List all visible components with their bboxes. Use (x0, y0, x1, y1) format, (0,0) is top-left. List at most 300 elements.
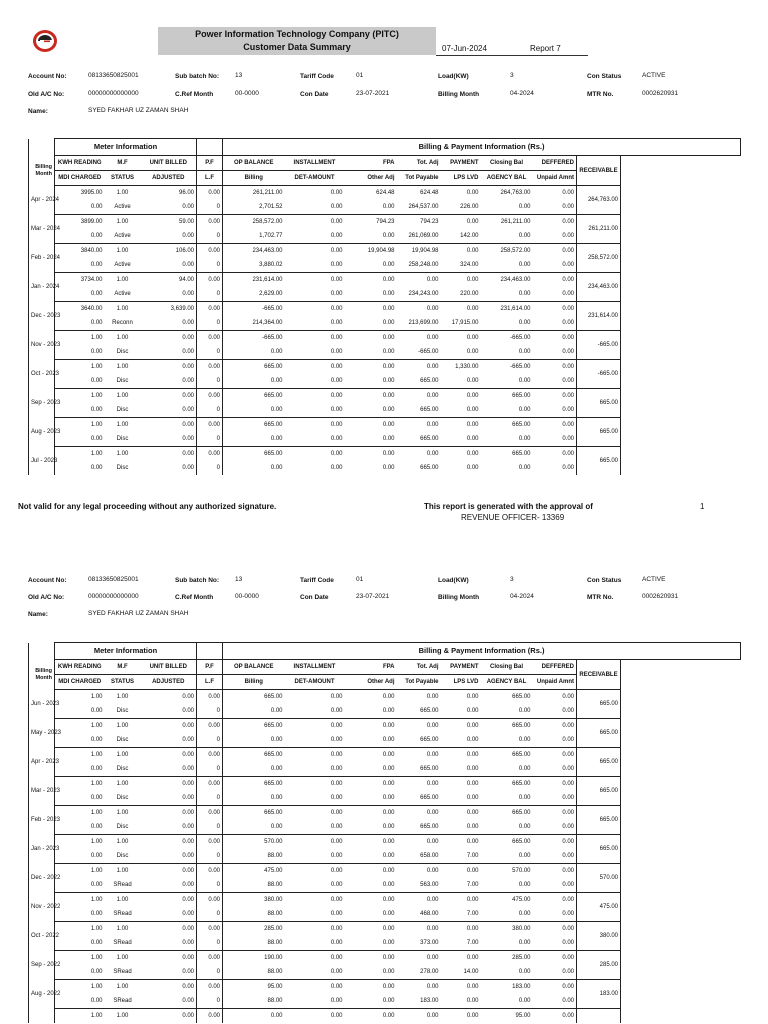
data-cell: 0.00 (518, 349, 531, 355)
data-cell: 1.00 (105, 447, 141, 462)
report-number: Report 7 (530, 44, 561, 53)
data-cell: 0.00 (285, 893, 345, 908)
data-cell: 0.00 (197, 835, 223, 850)
column-header: UNIT BILLED (141, 156, 197, 171)
data-cell: 0.00 (285, 447, 345, 462)
data-cell: 0 (197, 287, 223, 302)
data-cell: 1.00 (55, 418, 105, 433)
data-cell: 0.00 (533, 864, 577, 879)
column-header: M.F (105, 660, 141, 675)
data-cell: 0 (197, 994, 223, 1009)
label-con-date: Con Date (300, 91, 329, 98)
data-cell: 0.00 (330, 465, 343, 471)
data-cell: 665.00 (481, 748, 533, 763)
data-cell: 220.00 (460, 291, 479, 297)
data-cell: 1.00 (55, 748, 105, 763)
column-header: Tot. Adj (397, 156, 441, 171)
data-cell: 0.00 (562, 882, 574, 888)
data-cell: 3899.00 (55, 215, 105, 230)
data-cell: 0.00 (533, 389, 577, 404)
data-cell: 1.00 (55, 980, 105, 995)
customer-name: SYED FAKHAR UZ ZAMAN SHAH (88, 610, 189, 617)
label-tariff: Tariff Code (300, 73, 334, 80)
data-cell: 3640.00 (55, 302, 105, 317)
data-cell: 0.00 (330, 204, 343, 210)
data-cell: 14.00 (463, 969, 479, 975)
column-header: KWH READING (55, 660, 105, 675)
data-cell: Disc (116, 824, 129, 830)
column-subheader: STATUS (110, 679, 135, 685)
data-cell: SRead (113, 998, 132, 1004)
data-cell: 0.00 (441, 331, 481, 346)
data-cell: 1.00 (55, 389, 105, 404)
data-cell: 0.00 (285, 922, 345, 937)
data-cell: 0.00 (382, 940, 395, 946)
data-cell: 0.00 (182, 998, 194, 1004)
column-subheader: L.F (197, 171, 223, 186)
data-cell: 0.00 (518, 291, 531, 297)
column-header: PAYMENT (441, 660, 481, 675)
data-cell: 258,572.00 (481, 244, 533, 259)
data-cell: 794.23 (397, 215, 441, 230)
data-cell: 0.00 (397, 806, 441, 821)
data-cell: 0.00 (345, 302, 397, 317)
label-old-ac: Old A/C No: (28, 594, 65, 601)
data-cell: 1.00 (55, 777, 105, 792)
billing-month-cell: May - 2023 (29, 719, 55, 748)
data-cell: 0.00 (562, 320, 574, 326)
data-cell: 258,248.00 (408, 262, 439, 268)
data-cell: 0.00 (441, 690, 481, 705)
company-name: Power Information Technology Company (PITC) (195, 29, 399, 39)
data-cell: 0 (197, 820, 223, 835)
account-no: 08133650825001 (88, 576, 139, 583)
data-cell: 0 (197, 461, 223, 475)
data-cell: 88.00 (223, 907, 285, 922)
billing-month-header: Billing Month (29, 660, 55, 690)
receivable-header: RECEIVABLE (577, 156, 621, 186)
data-cell: 1.00 (105, 893, 141, 908)
data-cell: 3,639.00 (141, 302, 197, 317)
data-cell: 1.00 (105, 835, 141, 850)
data-cell: 0.00 (197, 302, 223, 317)
data-cell: 624.48 (397, 186, 441, 201)
data-cell: 0.00 (285, 864, 345, 879)
data-cell: Disc (116, 378, 129, 384)
receivable-cell: 475.00 (577, 893, 621, 922)
data-cell: 0.00 (466, 766, 479, 772)
data-cell: 324.00 (460, 262, 479, 268)
mtr-no: 0002620931 (642, 90, 679, 97)
data-cell: 0.00 (141, 777, 197, 792)
data-cell: 794.23 (345, 215, 397, 230)
data-cell: 0 (197, 762, 223, 777)
data-cell: 0.00 (182, 407, 194, 413)
data-cell: 88.00 (223, 878, 285, 893)
data-cell: 0.00 (441, 719, 481, 734)
data-cell: 0.00 (285, 980, 345, 995)
data-cell: 0.00 (182, 708, 194, 714)
con-status: ACTIVE (642, 576, 666, 583)
data-cell: 0.00 (330, 349, 343, 355)
data-cell: 0.00 (345, 331, 397, 346)
data-cell: 0.00 (397, 360, 441, 375)
data-cell: 665.00 (420, 737, 439, 743)
data-cell: 59.00 (141, 215, 197, 230)
receivable-cell: -665.00 (577, 360, 621, 389)
data-cell: 1.00 (105, 186, 141, 201)
data-cell: 0.00 (397, 331, 441, 346)
data-cell: 0.00 (562, 824, 574, 830)
column-header: P.F (197, 660, 223, 675)
data-cell: 0 (197, 200, 223, 215)
data-cell: 0.00 (197, 215, 223, 230)
report-title-box (158, 27, 436, 55)
data-cell: Disc (116, 766, 129, 772)
data-cell: 665.00 (420, 708, 439, 714)
data-cell: 0.00 (533, 447, 577, 462)
data-cell: 0.00 (182, 204, 194, 210)
data-cell: 0.00 (197, 244, 223, 259)
column-subheader: L.F (197, 675, 223, 690)
sub-batch: 13 (235, 576, 243, 583)
data-cell: 0.00 (397, 389, 441, 404)
data-cell: 665.00 (481, 447, 533, 462)
column-subheader: ADJUSTED (152, 175, 185, 181)
data-cell: 0.00 (182, 262, 194, 268)
data-cell: 0 (197, 374, 223, 389)
data-cell: 0.00 (518, 998, 531, 1004)
data-cell: 0.00 (223, 374, 285, 389)
data-cell: 0.00 (562, 407, 574, 413)
data-cell: 665.00 (481, 835, 533, 850)
column-header: M.F (105, 156, 141, 171)
data-cell: 1.00 (105, 690, 141, 705)
data-cell: 7.00 (466, 882, 479, 888)
data-cell: 0.00 (55, 791, 105, 806)
data-cell: 0.00 (345, 1009, 397, 1024)
data-cell: 0.00 (182, 766, 194, 772)
billing-month-cell: Jul - 2023 (29, 447, 55, 476)
data-cell: 1.00 (55, 690, 105, 705)
receivable-cell: 665.00 (577, 835, 621, 864)
cref-month: 00-0000 (235, 593, 259, 600)
column-subheader: Tot Payable (405, 175, 439, 181)
data-cell: 380.00 (481, 922, 533, 937)
data-cell: 7.00 (466, 911, 479, 917)
receivable-cell: 183.00 (577, 980, 621, 1009)
billing-month-value: 04-2024 (510, 90, 534, 97)
data-cell: 0 (197, 345, 223, 360)
data-cell: 0.00 (382, 795, 395, 801)
data-cell: 0.00 (466, 349, 479, 355)
billing-month-cell: Sep - 2022 (29, 951, 55, 980)
label-sub-batch: Sub batch No: (175, 73, 220, 80)
data-cell: 0.00 (441, 215, 481, 230)
data-cell: 0.00 (330, 853, 343, 859)
data-cell: 0.00 (141, 360, 197, 375)
data-cell: 0.00 (518, 795, 531, 801)
data-cell: 665.00 (481, 806, 533, 821)
column-subheader: LPS LVD (453, 175, 479, 181)
data-cell: 0.00 (141, 893, 197, 908)
receivable-cell: 380.00 (577, 922, 621, 951)
data-cell: 665.00 (481, 418, 533, 433)
data-cell: 0.00 (533, 331, 577, 346)
data-cell: 0.00 (223, 820, 285, 835)
data-cell: 0.00 (55, 994, 105, 1009)
billing-month-cell: Jun - 2023 (29, 690, 55, 719)
data-cell: 468.00 (420, 911, 439, 917)
data-cell: 0.00 (562, 378, 574, 384)
receivable-cell: 665.00 (577, 389, 621, 418)
column-header: PAYMENT (441, 156, 481, 171)
data-cell: Active (114, 262, 131, 268)
data-cell: 475.00 (223, 864, 285, 879)
column-header: DEFFERED (533, 660, 577, 675)
data-cell: SRead (113, 911, 132, 917)
label-billing-month: Billing Month (438, 594, 480, 601)
data-cell: 665.00 (223, 806, 285, 821)
billing-month-cell: Sep - 2023 (29, 389, 55, 418)
data-cell: 1.00 (105, 980, 141, 995)
data-cell: 0.00 (285, 331, 345, 346)
data-cell: 0.00 (182, 291, 194, 297)
data-cell: 0.00 (382, 262, 395, 268)
data-cell: 665.00 (223, 447, 285, 462)
data-cell: Disc (116, 436, 129, 442)
data-cell: 0.00 (397, 719, 441, 734)
column-subheader: ADJUSTED (152, 679, 185, 685)
data-cell: 0.00 (141, 447, 197, 462)
data-cell: 0.00 (533, 806, 577, 821)
data-cell: Reconn (112, 320, 133, 326)
data-cell: 0 (197, 403, 223, 418)
data-cell: 1.00 (105, 244, 141, 259)
label-cref: C.Ref Month (175, 594, 214, 601)
approval-line-1: This report is generated with the approval of (424, 502, 593, 511)
billing-month-cell: Aug - 2023 (29, 418, 55, 447)
data-cell: 0.00 (382, 911, 395, 917)
cref-month: 00-0000 (235, 90, 259, 97)
data-cell: 570.00 (223, 835, 285, 850)
data-cell: 0.00 (518, 824, 531, 830)
data-cell: 0.00 (533, 273, 577, 288)
data-cell: 0.00 (397, 273, 441, 288)
data-cell: 0.00 (285, 360, 345, 375)
data-cell: 142.00 (460, 233, 479, 239)
receivable-cell: 665.00 (577, 418, 621, 447)
data-cell: 0.00 (285, 302, 345, 317)
data-cell: 213,699.00 (408, 320, 439, 326)
data-cell: 0.00 (397, 418, 441, 433)
data-cell: 0.00 (223, 762, 285, 777)
old-ac-no: 00000000000000 (88, 90, 139, 97)
data-cell: 0.00 (197, 418, 223, 433)
data-cell: 0.00 (466, 407, 479, 413)
data-cell: 0.00 (182, 882, 194, 888)
data-cell: 0.00 (441, 864, 481, 879)
receivable-cell: 234,463.00 (577, 273, 621, 302)
data-cell: 0.00 (141, 418, 197, 433)
data-cell: 264,763.00 (481, 186, 533, 201)
data-cell: 0.00 (141, 806, 197, 821)
meter-info-header: Meter Information (55, 643, 197, 660)
data-cell: 0.00 (55, 878, 105, 893)
data-cell: 285.00 (223, 922, 285, 937)
data-cell: 0.00 (441, 389, 481, 404)
data-cell: 0.00 (285, 951, 345, 966)
data-cell: 190.00 (223, 951, 285, 966)
data-cell: 0.00 (330, 320, 343, 326)
data-cell: 264,537.00 (408, 204, 439, 210)
data-cell: 1.00 (105, 273, 141, 288)
data-cell: 0.00 (533, 360, 577, 375)
data-cell: 0.00 (533, 835, 577, 850)
data-cell: 0.00 (330, 407, 343, 413)
data-cell: 1.00 (55, 864, 105, 879)
column-subheader: Billing (223, 171, 285, 186)
data-cell: 475.00 (481, 893, 533, 908)
data-cell: 19,904.98 (345, 244, 397, 259)
billing-month-cell: Mar - 2024 (29, 215, 55, 244)
data-cell: Disc (116, 737, 129, 743)
data-cell: 0.00 (182, 911, 194, 917)
data-cell: 0.00 (330, 262, 343, 268)
column-subheader: Unpaid Amnt (536, 679, 574, 685)
data-cell: 0.00 (466, 998, 479, 1004)
data-cell: 0.00 (223, 345, 285, 360)
data-cell: 0.00 (466, 708, 479, 714)
data-cell: 0.00 (397, 980, 441, 995)
column-header: OP BALANCE (223, 660, 285, 675)
data-cell: 0.00 (562, 204, 574, 210)
label-mtr: MTR No. (587, 91, 614, 98)
data-cell: 0.00 (441, 893, 481, 908)
data-cell: 0 (197, 849, 223, 864)
data-cell: 0 (197, 316, 223, 331)
data-cell: 0.00 (141, 864, 197, 879)
data-cell: 0.00 (223, 1009, 285, 1024)
data-cell: 0.00 (182, 465, 194, 471)
data-cell: 0.00 (197, 980, 223, 995)
data-cell: 0.00 (382, 204, 395, 210)
data-cell: 1.00 (55, 331, 105, 346)
label-name: Name: (28, 611, 48, 618)
data-cell: 0.00 (285, 777, 345, 792)
data-cell: 0.00 (562, 465, 574, 471)
data-cell: 665.00 (420, 407, 439, 413)
data-cell: 1.00 (105, 748, 141, 763)
data-cell: 0.00 (562, 737, 574, 743)
data-cell: 0.00 (441, 835, 481, 850)
data-cell: 0.00 (382, 737, 395, 743)
data-cell: 0.00 (345, 777, 397, 792)
data-cell: 0.00 (382, 766, 395, 772)
data-cell: 0.00 (562, 998, 574, 1004)
receivable-cell: 570.00 (577, 864, 621, 893)
data-cell: 0.00 (382, 708, 395, 714)
data-cell: 0.00 (182, 795, 194, 801)
data-cell: 0.00 (197, 893, 223, 908)
data-cell: 0.00 (466, 824, 479, 830)
billing-month-cell: Jan - 2023 (29, 835, 55, 864)
data-cell: 665.00 (481, 719, 533, 734)
data-cell: 0.00 (562, 349, 574, 355)
data-cell: 665.00 (223, 418, 285, 433)
label-con-status: Con Status (587, 577, 622, 584)
column-header: Tot. Adj (397, 660, 441, 675)
data-cell: 261,211.00 (481, 215, 533, 230)
data-cell: 0.00 (197, 719, 223, 734)
data-cell: Disc (116, 349, 129, 355)
data-cell: 665.00 (223, 360, 285, 375)
data-cell: 0.00 (285, 389, 345, 404)
data-cell: 261,211.00 (223, 186, 285, 201)
billing-month-cell: Feb - 2024 (29, 244, 55, 273)
column-subheader: LPS LVD (453, 679, 479, 685)
data-cell: 0.00 (518, 407, 531, 413)
data-cell: 0.00 (55, 762, 105, 777)
data-cell: 0 (197, 258, 223, 273)
data-cell: 0.00 (285, 690, 345, 705)
data-cell: 0.00 (518, 737, 531, 743)
data-cell: 0.00 (141, 980, 197, 995)
data-cell: 0.00 (382, 969, 395, 975)
data-cell: 0.00 (141, 835, 197, 850)
receivable-cell: 665.00 (577, 806, 621, 835)
data-cell: 0 (197, 432, 223, 447)
billing-month-cell: Oct - 2022 (29, 922, 55, 951)
data-cell: 0.00 (345, 980, 397, 995)
data-cell: 0.00 (345, 273, 397, 288)
data-cell: 0.00 (382, 378, 395, 384)
data-cell: 0.00 (397, 893, 441, 908)
data-cell: 0.00 (197, 748, 223, 763)
data-cell: 0.00 (197, 273, 223, 288)
data-cell: 7.00 (466, 940, 479, 946)
data-cell: 0.00 (197, 389, 223, 404)
billing-info-header: Billing & Payment Information (Rs.) (223, 139, 741, 156)
data-cell: 0.00 (330, 737, 343, 743)
data-cell: 214,364.00 (223, 316, 285, 331)
data-cell: 0.00 (345, 835, 397, 850)
sub-batch: 13 (235, 72, 243, 79)
data-cell: 0.00 (197, 951, 223, 966)
data-cell: 0.00 (55, 258, 105, 273)
data-cell: 0.00 (382, 436, 395, 442)
data-cell: 0.00 (55, 849, 105, 864)
column-subheader: AGENCY BAL (486, 175, 527, 181)
receivable-cell: 285.00 (577, 951, 621, 980)
data-cell: 665.00 (420, 766, 439, 772)
blank-cell (29, 139, 55, 156)
data-cell: 0.00 (397, 748, 441, 763)
data-cell: 0.00 (441, 980, 481, 995)
data-cell: 0 (197, 878, 223, 893)
billing-info-header: Billing & Payment Information (Rs.) (223, 643, 741, 660)
data-cell: 0.00 (330, 436, 343, 442)
data-cell: 0.00 (533, 186, 577, 201)
receivable-cell: 231,614.00 (577, 302, 621, 331)
data-cell: 0.00 (466, 795, 479, 801)
data-cell: 0.00 (533, 418, 577, 433)
column-header: Closing Bal (481, 660, 533, 675)
data-cell: 0.00 (345, 922, 397, 937)
data-cell: 0.00 (345, 951, 397, 966)
data-cell: 0.00 (518, 882, 531, 888)
data-cell: 234,463.00 (223, 244, 285, 259)
